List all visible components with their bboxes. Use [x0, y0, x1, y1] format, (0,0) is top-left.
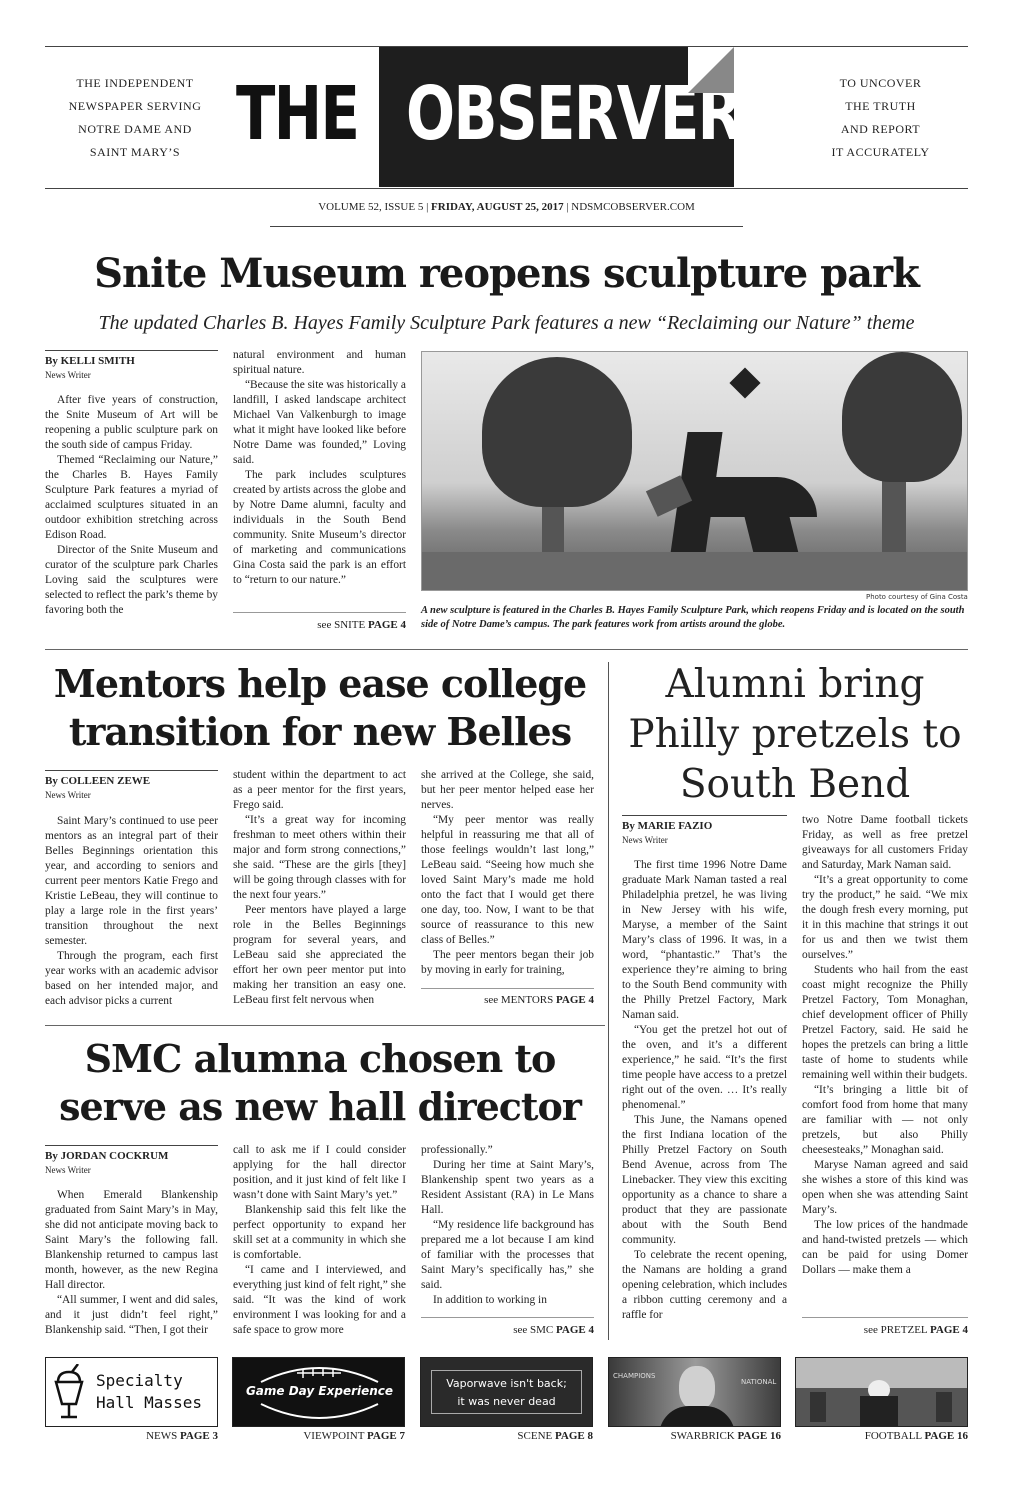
page-curl-icon — [688, 47, 734, 93]
paragraph: When Emerald Blankenship graduated from Saint Mary’s in May, she did not anticipate moving back to Saint Mary’s the following fall. Blankenship returned to campus last month, however, as the new Regina Hall director. — [45, 1189, 218, 1291]
paragraph: Themed “Reclaiming our Nature,” the Charles B. Hayes Family Sculpture Park features a myriad of acclaimed sculptures situated in an outdoor exhibition stretching across Edison Road. — [45, 454, 218, 541]
photo-caption: A new sculpture is featured in the Charles B. Hayes Family Sculpture Park, which reopens Friday and is located on the south side of Notre Dame’s campus. The park features work from artists around the globe. — [421, 605, 965, 630]
teaser-label-football[interactable] — [795, 1430, 968, 1442]
lead-headline[interactable]: Snite Museum reopens sculpture park — [94, 250, 919, 297]
paragraph: two Notre Dame football tickets Friday, as well as free pretzel giveaways for all customers Friday and Saturday, Mark Naman said. — [802, 814, 968, 871]
paragraph: professionally.” — [421, 1144, 493, 1156]
paragraph: natural environment and human spiritual nature. — [233, 349, 406, 376]
pretzels-column-2 — [802, 813, 968, 1278]
byline-rule — [45, 770, 218, 771]
sculpture-element — [729, 367, 760, 398]
byline-rule — [45, 350, 218, 351]
jump-page: PAGE 4 — [556, 1324, 594, 1336]
jump-rule — [421, 1317, 594, 1318]
jump-text: see SNITE — [317, 619, 366, 631]
jump-text: see MENTORS — [484, 994, 554, 1006]
teaser-label-viewpoint[interactable] — [232, 1430, 405, 1442]
right-tagline — [793, 72, 968, 164]
label-page: PAGE 3 — [180, 1430, 218, 1442]
paragraph: “My residence life background has prepared me a lot because I am kind of familiar with the processes that Saint Mary’s specifically has,” she said. — [421, 1219, 594, 1291]
tagline-line: TO UNCOVER — [839, 76, 922, 90]
lead-byline: By KELLI SMITH — [45, 355, 135, 367]
grass — [422, 552, 968, 591]
paragraph: Through the program, each first year works with an academic advisor based on her intended major, and each advisor picks a current — [45, 950, 218, 1007]
pretzels-column-1 — [622, 858, 787, 1323]
headline-line: South Bend — [679, 762, 911, 807]
tagline-line: NOTRE DAME AND — [78, 122, 192, 136]
paragraph: Peer mentors have played a large role in the Belles Beginnings program for several years, and LeBeau said she appreciated the effort her own peer mentor put into making her transition an easy one. LeBeau first felt nervous when — [233, 904, 406, 1006]
paragraph: This June, the Namans opened the first Indiana location of the Philly Pretzel Factory on South Bend Avenue, across from The Linebacker. They view this exciting opportunity as a chance to share a product that they are passionate about with the South Bend community. — [622, 1114, 787, 1246]
teaser-scene[interactable] — [420, 1357, 593, 1427]
headline-line: SMC alumna chosen to — [84, 1036, 556, 1081]
snite-jump-link[interactable] — [233, 619, 406, 631]
smc-column-2 — [233, 1143, 406, 1338]
paragraph: The park includes sculptures created by artists across the globe and by Notre Dame alumni, faculty and individuals in the South Bend community. Snite Museum’s director of marketing and communications Gina Costa said the park is an effort to “return to our nature.” — [233, 469, 406, 586]
label-text: NEWS — [146, 1430, 178, 1442]
jump-rule — [421, 988, 594, 989]
smc-jump-link[interactable] — [421, 1324, 594, 1336]
paragraph: “I came and I interviewed, and everything just kind of felt right,” she said. “It was the kind of work environment I was looking for and a safe space to grow more — [233, 1264, 406, 1336]
byline-rule — [622, 815, 787, 816]
headline-line: transition for new Belles — [68, 709, 572, 754]
smc-headline[interactable] — [45, 1035, 595, 1131]
player-background — [936, 1392, 952, 1422]
teaser-news[interactable] — [45, 1357, 218, 1427]
pretzels-headline[interactable] — [622, 660, 968, 810]
paragraph: “All summer, I went and did sales, and it just didn’t feel right,” Blankenship said. “Then, I got their — [45, 1294, 218, 1336]
label-text: FOOTBALL — [864, 1430, 922, 1442]
background-sign: NATIONAL — [741, 1378, 777, 1386]
tree-canopy — [842, 352, 962, 482]
lead-column-2 — [233, 348, 406, 588]
paragraph: “You get the pretzel hot out of the oven, and it’s a different experience,” he said. “It’s the first time people have access to a pretzel right out of the oven. … It’s really phenomenal.” — [622, 1024, 787, 1111]
issue-date: FRIDAY, AUGUST 25, 2017 — [431, 201, 564, 213]
pretzels-jump-link[interactable] — [802, 1324, 968, 1336]
jump-rule — [802, 1317, 968, 1318]
tagline-line: NEWSPAPER SERVING — [68, 99, 202, 113]
jump-text: see SMC — [513, 1324, 554, 1336]
paragraph: After five years of construction, the Snite Museum of Art will be reopening a public sculpture park on the south side of campus Friday. — [45, 394, 218, 451]
paragraph: Maryse Naman agreed and said she wishes a store of this kind was open when she was attending Saint Mary’s. — [802, 1159, 968, 1216]
mentors-role: News Writer — [45, 790, 91, 800]
paragraph: she arrived at the College, she said, but her peer mentor helped ease her nerves. — [421, 769, 594, 811]
teaser-swarbrick[interactable] — [608, 1357, 781, 1427]
teaser-label-news[interactable] — [45, 1430, 218, 1442]
label-text: SCENE — [517, 1430, 553, 1442]
headline-line: Alumni bring — [665, 662, 925, 707]
paragraph: Saint Mary’s continued to use peer mentors as an integral part of their Belles Beginnings orientation this year, and according to seniors and current peer mentors Katie Frego and Kristie LeBeau, they will continue to play a large role in the first years’ transition throughout the next semester. — [45, 815, 218, 947]
jump-page: PAGE 4 — [368, 619, 406, 631]
pretzels-role: News Writer — [622, 835, 668, 845]
mentors-column-3 — [421, 768, 594, 978]
masthead-observer[interactable]: OBSERVER — [406, 71, 741, 157]
paragraph: “Because the site was historically a landfill, I asked landscape architect Michael Van Valkenburgh to image what it might have looked like before Notre Dame was founded,” Loving said. — [233, 379, 406, 466]
label-page: PAGE 7 — [367, 1430, 405, 1442]
teaser-label-scene[interactable] — [420, 1430, 593, 1442]
dateline-rule — [270, 226, 743, 227]
paragraph: student within the department to act as a peer mentor for the first years, Frego said. — [233, 769, 406, 811]
mentors-headline[interactable] — [45, 660, 595, 756]
teaser-title-line: Hall Masses — [96, 1393, 202, 1412]
headline-line: serve as new hall director — [59, 1084, 581, 1129]
smc-column-3 — [421, 1143, 594, 1308]
portrait-head — [679, 1366, 715, 1410]
paragraph: During her time at Saint Mary’s, Blankenship spent two years as a Resident Assistant (RA) in Le Mans Hall. — [421, 1159, 594, 1216]
mentors-column-1 — [45, 814, 218, 1009]
teaser-title-line: Vaporwave isn't back; — [446, 1377, 567, 1390]
teaser-football[interactable] — [795, 1357, 968, 1427]
player-background — [810, 1392, 826, 1422]
left-tagline — [45, 72, 225, 164]
mentors-byline: By COLLEEN ZEWE — [45, 775, 151, 787]
jump-page: PAGE 4 — [556, 994, 594, 1006]
tagline-line: AND REPORT — [840, 122, 921, 136]
milkshake-icon — [52, 1364, 86, 1422]
paragraph: Director of the Snite Museum and curator of the sculpture park Charles Loving said the sculptures were selected to reflect the park’s theme by favoring both the — [45, 544, 218, 616]
player-body — [860, 1396, 898, 1427]
lead-column-1 — [45, 393, 218, 618]
tagline-line: THE INDEPENDENT — [76, 76, 194, 90]
background-sign: CHAMPIONS — [613, 1372, 656, 1380]
jump-text: see PRETZEL — [863, 1324, 928, 1336]
smc-column-1 — [45, 1188, 218, 1338]
teaser-label-swarbrick[interactable] — [608, 1430, 781, 1442]
label-text: SWARBRICK — [670, 1430, 735, 1442]
website-link[interactable]: | NDSMCOBSERVER.COM — [566, 201, 695, 213]
jump-page: PAGE 4 — [930, 1324, 968, 1336]
tagline-line: SAINT MARY’S — [89, 145, 181, 159]
mentors-column-2 — [233, 768, 406, 1008]
masthead-bottom-rule — [45, 188, 968, 189]
smc-role: News Writer — [45, 1165, 91, 1175]
mentors-jump-link[interactable] — [421, 994, 594, 1006]
teaser-title: Game Day Experience — [245, 1384, 394, 1398]
smc-byline: By JORDAN COCKRUM — [45, 1150, 169, 1162]
paragraph: To celebrate the recent opening, the Namans are holding a grand opening celebration, which includes a ribbon cutting ceremony and a raffle for — [622, 1249, 787, 1321]
paragraph: In addition to working in — [433, 1294, 547, 1306]
section-rule — [45, 649, 968, 650]
tree-canopy — [482, 357, 632, 507]
byline-rule — [45, 1145, 218, 1146]
paragraph: The first time 1996 Notre Dame graduate Mark Naman tasted a real Philadelphia pretzel, he was living in New Jersey with his wife, Maryse, a member of the Saint Mary’s class of 1996. It was, in a word, “phantastic.” That’s the experience they’re aiming to bring to the South Bend community with the Philly Pretzel Factory, Mark Naman said. — [622, 859, 787, 1021]
teaser-title-line: Specialty — [96, 1371, 183, 1390]
label-page: PAGE 8 — [555, 1430, 593, 1442]
headline-line: Mentors help ease college — [53, 661, 587, 706]
photo-credit: Photo courtesy of Gina Costa — [866, 593, 968, 601]
lead-role: News Writer — [45, 370, 91, 380]
teaser-title-line: it was never dead — [457, 1395, 556, 1408]
pretzels-byline: By MARIE FAZIO — [622, 820, 713, 832]
sculpture-photo[interactable] — [421, 351, 968, 591]
sculpture-element — [707, 477, 817, 517]
masthead-the[interactable]: THE — [236, 71, 359, 157]
paragraph: “My peer mentor was really helpful in reassuring me that all of those feelings wouldn’t last long,” LeBeau said. “Seeing how much she loved Saint Mary’s made me hold onto the fact that I would get there one day, too. Now, I want to be that source of reassurance to this new class of Belles.” — [421, 814, 594, 946]
teaser-viewpoint[interactable] — [232, 1357, 405, 1427]
tagline-line: THE TRUTH — [845, 99, 916, 113]
volume-issue: VOLUME 52, ISSUE 5 | — [318, 201, 429, 213]
jump-rule — [233, 612, 406, 613]
label-page: PAGE 16 — [737, 1430, 781, 1442]
label-text: VIEWPOINT — [303, 1430, 365, 1442]
paragraph: “It’s bringing a little bit of comfort food from home that many are familiar with — not only pretzels, but also Philly cheesesteaks,” Monaghan said. — [802, 1084, 968, 1156]
section-rule — [45, 1025, 605, 1026]
paragraph: Students who hail from the east coast might recognize the Philly Pretzel Factory, Tom Monaghan, chief development officer of Philly Pretzel Factory, said. He said he hopes the pretzels can bring a little taste of home to students while remaining well within their budgets. — [802, 964, 968, 1081]
paragraph: “It’s a great way for incoming freshman to meet others within their major and form strong connections,” she said. “These are the girls [they] will be going through classes with for the next four years.” — [233, 814, 406, 901]
paragraph: Blankenship said this felt like the perfect opportunity to expand her skill set at a community in which she is comfortable. — [233, 1204, 406, 1261]
label-page: PAGE 16 — [924, 1430, 968, 1442]
paragraph: call to ask me if I could consider applying for the hall director position, and it just kind of felt like I wasn’t done with Saint Mary’s yet.” — [233, 1144, 406, 1201]
lead-subhead: The updated Charles B. Hayes Family Sculpture Park features a new “Reclaiming our Nature” theme — [98, 312, 915, 334]
tagline-line: IT ACCURATELY — [831, 145, 930, 159]
headline-line: Philly pretzels to — [628, 712, 962, 757]
column-divider — [608, 662, 609, 1340]
dateline — [270, 201, 743, 213]
paragraph: The peer mentors began their job by moving in early for training, — [421, 949, 594, 976]
paragraph: “It’s a great opportunity to come try the product,” he said. “We mix the dough fresh every morning, put it in this machine that strings it out for us and then we twist them ourselves.” — [802, 874, 968, 961]
paragraph: The low prices of the handmade and hand-twisted pretzels — which can be paid for using Domer Dollars — make them a — [802, 1219, 968, 1276]
